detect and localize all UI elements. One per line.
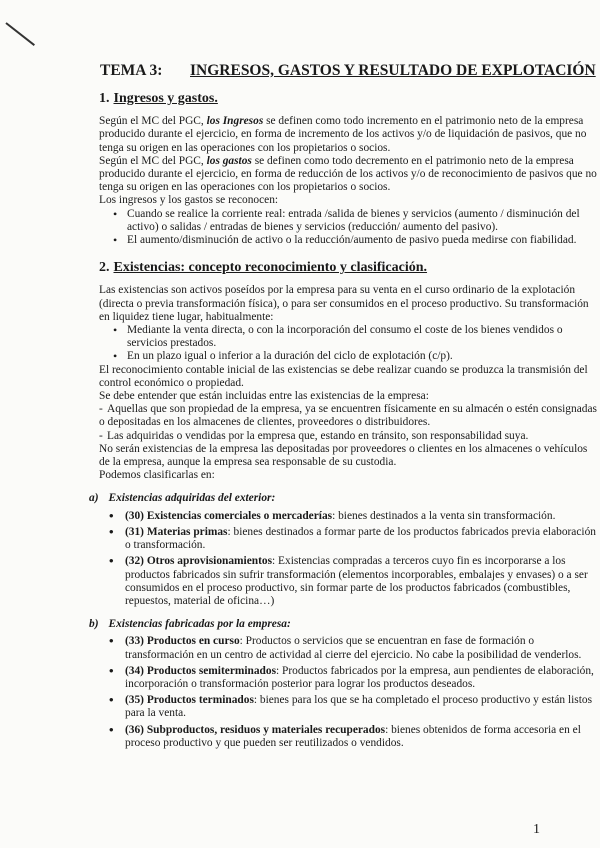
- paragraph-definition: Las existencias son activos poseídos por la empresa para su venta en el curso ordinario de la explotación (directa o previa transformación física), o para ser consumidos en el proceso productivo. Su transformación en liquidez tiene lugar, habitualmente:: [99, 284, 589, 323]
- group-a-heading: [89, 492, 597, 505]
- section-2-number: 2.: [99, 260, 110, 276]
- group-a-title: Existencias adquiridas del exterior:: [108, 492, 276, 505]
- list-item: [125, 665, 597, 691]
- paragraph-excluded: No serán existencias de la empresa las depositadas por proveedores o clientes en los almacenes o vehículos de la empresa, aunque la empresa sea responsable de su custodia.: [99, 442, 588, 469]
- paragraph-ingresos: [99, 115, 597, 155]
- group-b-letter: b): [89, 618, 99, 631]
- group-b-title: Existencias fabricadas por la empresa:: [108, 618, 291, 631]
- item-body: : Existencias compradas a terceros cuyo fin es incorporarse a los productos fabricados sin sufrir transformación (elementos incorporables, embalajes y envases) o a ser consumidos en el proceso productivo, sin formar parte de los productos fabricados (combustibles, repuestos, material de oficina…): [125, 555, 588, 607]
- item-body: : bienes destinados a la venta sin transformación.: [332, 509, 556, 522]
- list-item: • Cuando se realice la corriente real: entrada /salida de bienes y servicios (aumento / disminución del activo) o salidas / entradas de bienes y servicios (reducción/ aumento del pasivo).: [127, 208, 597, 234]
- term-gastos: los gastos: [206, 154, 252, 167]
- item-body: : Productos fabricados por la empresa, aun pendientes de elaboración, incorporación o transformación posterior para lograr los productos deseados.: [125, 664, 594, 690]
- item-head: (36) Subproductos, residuos y materiales recuperados: [125, 723, 386, 736]
- page-number: 1: [533, 822, 540, 837]
- topic-title: INGRESOS, GASTOS Y RESULTADO DE EXPLOTACIÓN: [190, 62, 596, 79]
- item-body: : bienes obtenidos de forma accesoria en el proceso productivo y que pueden ser reutilizados o vendidos.: [125, 723, 581, 749]
- group-a-letter: a): [89, 492, 99, 505]
- dash-text: Aquellas que son propiedad de la empresa, ya se encuentren físicamente en su almacén o estén consignadas o depositadas en los almacenes de clientes, proveedores o distribuidores.: [99, 403, 597, 429]
- list-item: [125, 635, 597, 661]
- pen-mark: [5, 22, 35, 46]
- text-run: se definen como todo decremento en el patrimonio neto de la empresa producido durante el ejercicio, en forma de reducción de los activos y/o de reconocimiento de pasivos que no tenga su origen en las operaciones con los propietarios o socios.: [99, 154, 597, 194]
- paragraph-recognition: El reconocimiento contable inicial de las existencias se debe realizar cuando se produzca la transmisión del control económico o propiedad.: [99, 363, 588, 389]
- list-item: • En un plazo igual o inferior a la duración del ciclo de explotación (c/p).: [127, 350, 597, 363]
- section-2-heading: [99, 261, 597, 274]
- item-head: (31) Materias primas: [125, 525, 228, 538]
- text-run: Según el MC del PGC,: [99, 154, 207, 167]
- list-item: [125, 555, 597, 608]
- list-item: • El aumento/disminución de activo o la reducción/aumento de pasivo pueda medirse con fiabilidad.: [127, 234, 597, 247]
- list-item: [125, 694, 597, 720]
- section-1-heading: [99, 92, 597, 105]
- paragraph-gastos: [99, 155, 597, 195]
- item-head: (30) Existencias comerciales o mercaderías: [125, 509, 333, 522]
- group-b-heading: [89, 618, 597, 631]
- item-head: (34) Productos semiterminados: [125, 664, 277, 677]
- page-title: [100, 62, 596, 80]
- dash-item: - Las adquiridas o vendidas por la empresa que, estando en tránsito, son responsabilidad suya.: [99, 429, 529, 442]
- list-item: [125, 526, 597, 552]
- group-a-list: [99, 510, 597, 608]
- section-1-title: Ingresos y gastos.: [113, 91, 218, 106]
- term-ingresos: los Ingresos: [206, 115, 264, 128]
- list-item: • Mediante la venta directa, o con la incorporación del consumo el coste de los bienes vendidos o servicios prestados.: [127, 324, 597, 350]
- item-body: : Productos o servicios que se encuentran en fase de formación o transformación en un centro de actividad al cierre del ejercicio. No cabe la posibilidad de venderlos.: [125, 635, 582, 661]
- group-b-list: [99, 635, 597, 750]
- topic-label: TEMA 3:: [100, 62, 163, 79]
- dash-item: - Aquellas que son propiedad de la empresa, ya se encuentren físicamente en su almacén o estén consignadas o depositadas en los almacenes de clientes, proveedores o distribuidores.: [99, 403, 597, 429]
- item-body: : bienes para los que se ha completado el proceso productivo y están listos para la venta.: [125, 694, 593, 720]
- paragraph-classify: Podemos clasificarlas en:: [99, 469, 215, 482]
- section-1-number: 1.: [99, 91, 110, 106]
- document-body: [89, 91, 597, 753]
- text-run: se definen como todo incremento en el patrimonio neto de la empresa producido durante el ejercicio, en forma de incremento de los activos y/o de liquidación de pasivos, que no tenga su origen en las operaciones con los propietarios o socios.: [99, 115, 587, 154]
- text-run: Según el MC del PGC,: [99, 115, 207, 128]
- paragraph-included: Se debe entender que están incluidas entre las existencias de la empresa:: [99, 390, 429, 403]
- recognition-list: [99, 208, 597, 248]
- list-item: [125, 510, 597, 523]
- liquidity-list: [99, 324, 597, 364]
- item-head: (32) Otros aprovisionamientos: [125, 555, 273, 568]
- paragraph-reconocen: Los ingresos y los gastos se reconocen:: [99, 194, 279, 207]
- item-body: : bienes destinados a formar parte de los productos fabricados previa elaboración o transformación.: [125, 525, 596, 552]
- list-item: [125, 724, 597, 750]
- item-head: (35) Productos terminados: [125, 694, 254, 707]
- item-head: (33) Productos en curso: [125, 635, 240, 648]
- section-2-title: Existencias: concepto reconocimiento y clasificación.: [113, 260, 428, 276]
- dash-text: Las adquiridas o vendidas por la empresa que, estando en tránsito, son responsabilidad suya.: [107, 429, 529, 442]
